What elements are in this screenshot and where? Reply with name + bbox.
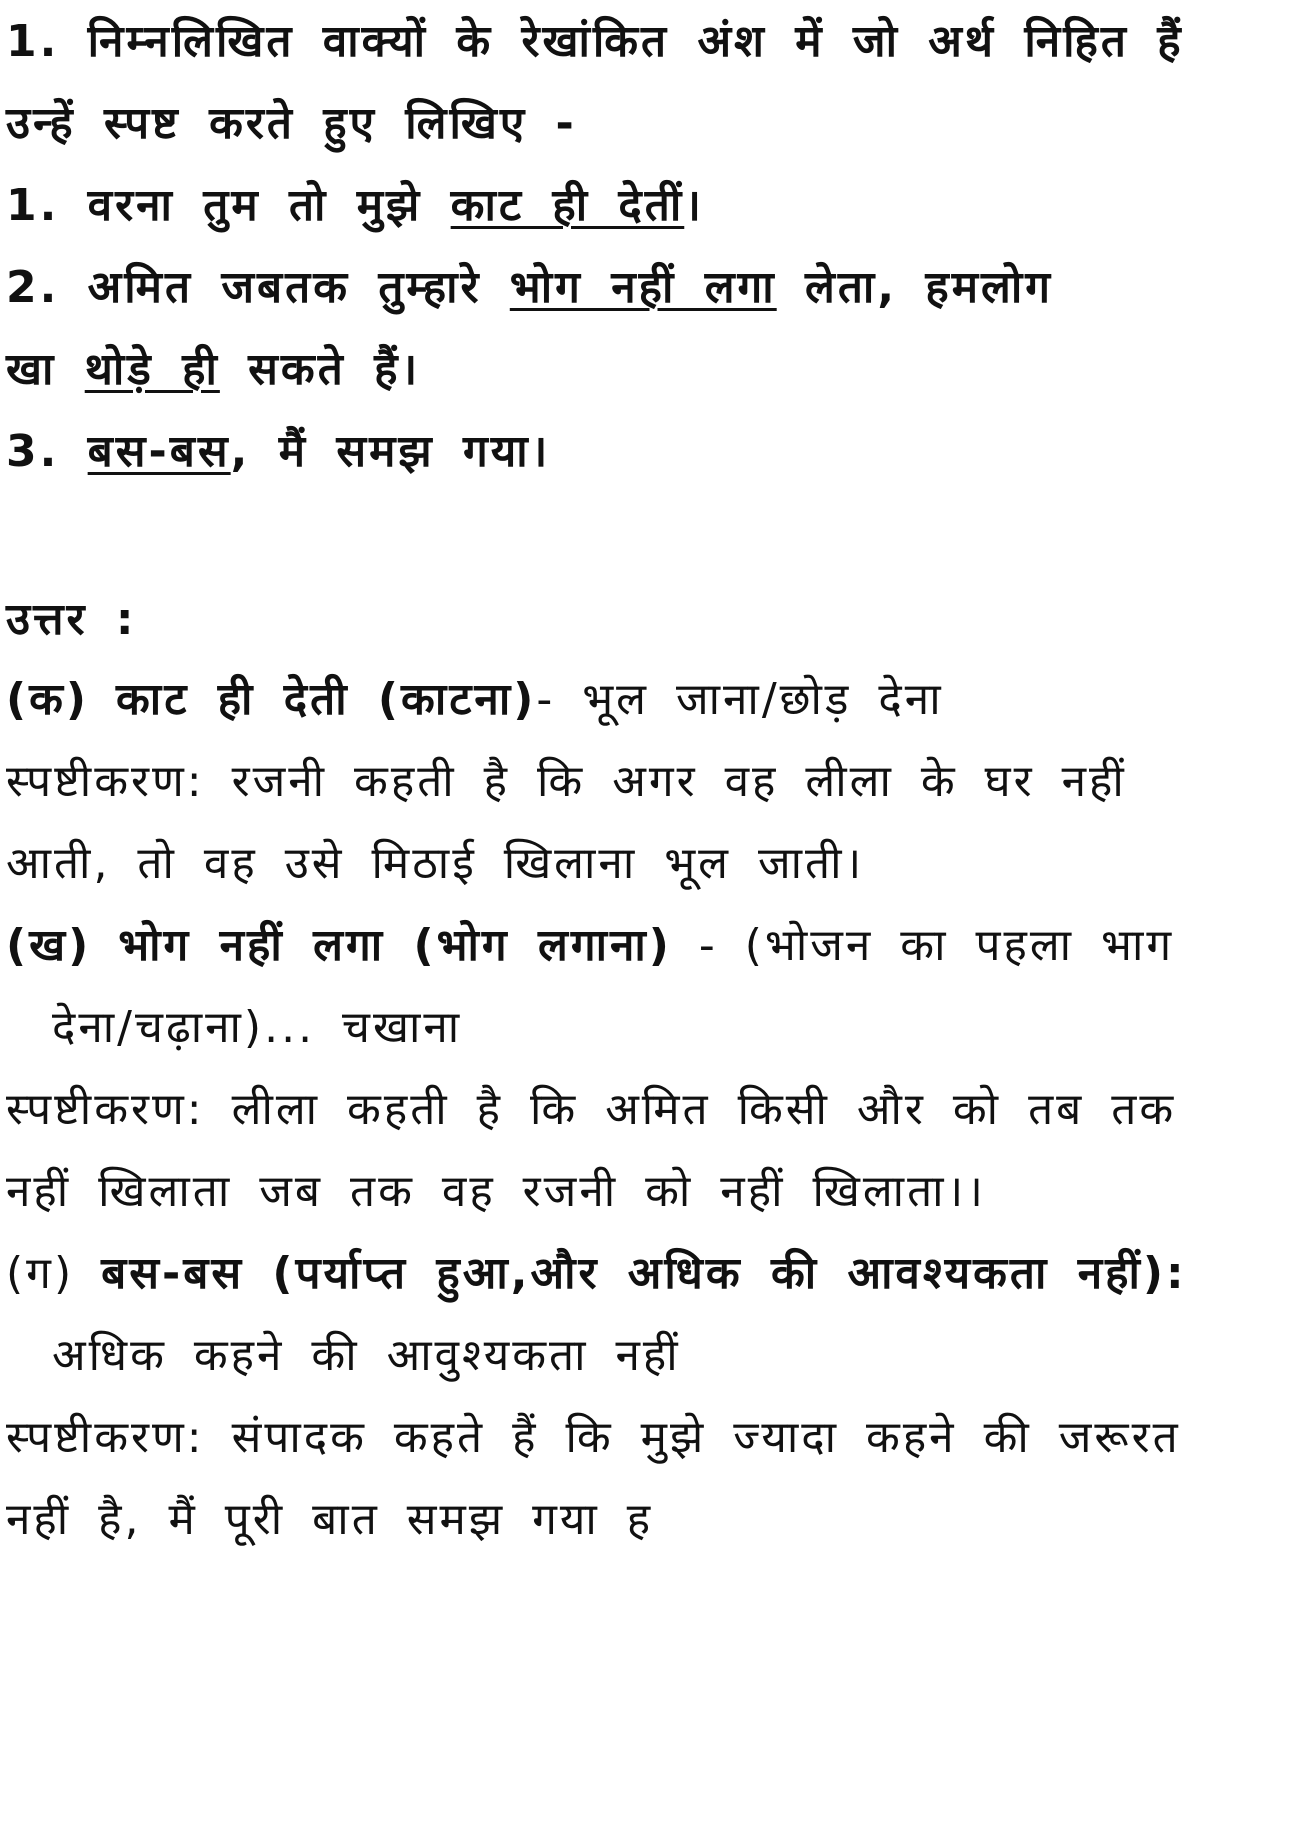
answer-a-meaning: - भूल जाना/छोड़ देना [536, 674, 944, 725]
question-item-1-prefix: 1. वरना तुम तो मुझे [6, 180, 451, 231]
question-item-2-suffix: लेता, हमलोग [776, 262, 1054, 313]
question-item-3 [6, 422, 550, 482]
question-item-2-line-2-underlined: थोड़े ही [84, 344, 220, 395]
answer-b-marker: (ख) [6, 920, 92, 971]
answer-c-phrase: बस-बस (पर्याप्त हुआ,और अधिक की आवश्यकता नहीं): [101, 1248, 1187, 1299]
answer-a-marker: (क) [6, 674, 90, 725]
question-item-2-line-2-suffix: सकते हैं। [219, 344, 421, 395]
answer-b-phrase: भोग नहीं लगा (भोग लगाना) [118, 920, 672, 971]
question-item-3-prefix: 3. [6, 426, 88, 477]
question-item-2-underlined: भोग नहीं लगा [509, 262, 777, 313]
question-heading-line-1: 1. निम्नलिखित वाक्यों के रेखांकित अंश में जो अर्थ निहित हैं [6, 16, 1184, 67]
answer-c-meaning-line-2: अधिक कहने की आवुश्यकता नहीं [52, 1330, 681, 1381]
question-item-2-prefix: 2. अमित जबतक तुम्हारे [6, 262, 510, 313]
question-item-1-suffix: । [684, 180, 704, 231]
question-item-2-line-2 [6, 340, 420, 400]
question-item-1-underlined: काट ही देतीं [450, 180, 685, 231]
answer-c-explanation-line-1: स्पष्टीकरण: संपादक कहते हैं कि मुझे ज्यादा कहने की जरूरत [6, 1412, 1181, 1463]
answer-a [6, 670, 944, 730]
answer-b [6, 916, 1174, 976]
answer-c-marker: (ग) [6, 1248, 75, 1299]
question-item-1 [6, 176, 704, 236]
answer-b-explanation-line-1: स्पष्टीकरण: लीला कहती है कि अमित किसी और को तब तक [6, 1084, 1177, 1135]
answer-label: उत्तर : [6, 594, 137, 645]
question-item-2-line-2-prefix: खा [6, 344, 85, 395]
question-item-3-underlined: बस-बस [87, 426, 231, 477]
answer-c-explanation-line-2: नहीं है, मैं पूरी बात समझ गया ह [6, 1494, 654, 1545]
question-item-2 [6, 258, 1053, 318]
answer-b-meaning-line-2: देना/चढ़ाना)... चखाना [52, 1002, 463, 1053]
answer-b-meaning: - (भोजन का पहला भाग [671, 920, 1175, 971]
question-item-3-suffix: , मैं समझ गया। [230, 426, 551, 477]
question-heading-line-2: उन्हें स्पष्ट करते हुए लिखिए - [6, 98, 577, 149]
answer-c [6, 1244, 1187, 1304]
answer-a-phrase: काट ही देती (काटना) [116, 674, 537, 725]
answer-a-explanation-line-1: स्पष्टीकरण: रजनी कहती है कि अगर वह लीला के घर नहीं [6, 756, 1127, 807]
answer-a-explanation-line-2: आती, तो वह उसे मिठाई खिलाना भूल जाती। [6, 838, 865, 889]
answer-b-explanation-line-2: नहीं खिलाता जब तक वह रजनी को नहीं खिलाता।। [6, 1166, 986, 1217]
